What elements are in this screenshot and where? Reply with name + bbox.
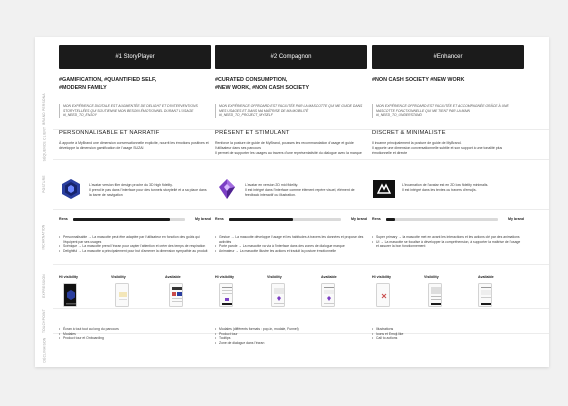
tags-text: #CURATED CONSUMPTION, #NEW WORK, #NON CASH SOCIETY (215, 77, 310, 91)
list-item: • Tooltips (215, 336, 367, 341)
brand-scale (59, 217, 211, 225)
column-header: #1 StoryPlayer (59, 45, 211, 69)
posture-description: Il incarne principalement la posture de guide de MyBrand. Il apporte une dimension conversationnelle subtile et son support à une tonalité plus émotionnelle et directe (372, 141, 503, 155)
screen-thumbnail (428, 283, 442, 307)
list-item: • Product tour et Onboarding (59, 336, 211, 341)
list-item: • Porte parole → La mascotte va via à l'interface dans des zones de dialogue marque (215, 244, 367, 249)
screen-thumbnail (63, 283, 77, 307)
row-label-expression: EXPRESSION (42, 274, 47, 298)
screen-thumbnail (478, 283, 492, 307)
vis-label-visibility: Visibility (424, 275, 439, 279)
list-item: • Modales (59, 332, 211, 337)
column-header: #2 Compagnon (215, 45, 367, 69)
visibility-labels (372, 275, 524, 281)
vis-label-available: Available (478, 275, 494, 279)
list-item: • Personnalisable → La mascotte peut être adaptée par l'utilisateur en fonction des goûts qui l'équipent par ses usages (59, 235, 211, 244)
scale-fill (73, 218, 170, 221)
touchpoint-list (215, 327, 367, 345)
scale-fill (386, 218, 395, 221)
vis-label-visibility: Visibility (111, 275, 126, 279)
avatar-description: L'avatar en version 2D mid fidelity. Il est intégré dans l'interface comme élément repère visuel, élément de feedback interactif ou illustration. (245, 183, 355, 197)
screen-thumbnail (271, 283, 285, 307)
list-item: • Product tour (215, 332, 367, 337)
quote-bar (59, 104, 60, 118)
scale-fill (229, 218, 293, 221)
vis-label-hi: Hi visibility (372, 275, 391, 279)
list-item: • Écran à tout tout au long du parcours (59, 327, 211, 332)
vis-label-available: Available (165, 275, 181, 279)
tags-text: #GAMIFICATION, #QUANTIFIED SELF, #MODERN FAMILY (59, 77, 157, 91)
quote-text: MON EXPÉRIENCE DIGITALE EST AUGMENTÉE DE DELIGHT ET D'INTERVENTIONS STORYTELLÉES QUI SOUTIENNE MON BESOIN ÉMOTIONNEL DURANT L'USAGE #I_NEED_TO_ENJOY (63, 104, 198, 118)
scale-track (73, 218, 185, 221)
list-item: • UI → La mascotte se focalise à développer la compréhension, à supporter la maîtrise de l'usage et assurer la bon fonctionnement (372, 240, 524, 249)
hex-shield-icon (59, 177, 83, 201)
scale-right-label: My brand (351, 217, 367, 221)
posture-title: DISCRET & MINIMALISTE (372, 130, 446, 136)
screen-thumbnail (219, 283, 233, 307)
scale-left-label: Rens (59, 217, 68, 221)
posture-description: À apporte à MyBrand une dimension conversationnelle explicite, nourrit les émotions positives et développe la dimension gamification de l'usage SUZAI (59, 141, 209, 150)
quote-text: MON EXPÉRIENCE OFFBOARD EST FACILITÉE ET ACCOMPAGNÉE GRÂCE À UNE MASCOTTE FONCTIONNELLE QUI ME TIENT PAR LA MAIN #I_NEED_TO_UNDERSTAND (376, 104, 509, 118)
persona-column-compagnon (215, 37, 367, 367)
quote-bar (215, 104, 216, 118)
list-item: • Scénique → La mascotte prend l'écran pour capter l'attention et créer des temps de respiration (59, 244, 211, 249)
row-label-brand-persona: BRAND PERSONA (42, 93, 46, 125)
persona-tags (215, 77, 367, 92)
list-item: • Delightful → La mascotte a principalement pour but d'amener la dimension sympathie au produit (59, 249, 211, 254)
list-item: • Animateur → La mascotte illustre les actions et traduit la posture émotionnelle (215, 249, 367, 254)
avatar-description: L'avatar version filer design proche du 3D high fidelity. Il prend le pas dans l'interface pour des tunnels storytellé et a sa place dans la barre de navigation (89, 183, 207, 197)
quote-text: MON EXPÉRIENCE OFFBOARD EST FACILITÉE PAR LA MASCOTTE QUI ME GUIDE DANS MES USAGES ET DANS MA MAÎTRISE DE MA MOBILITÉ #I_NEED_TO_PROJECT_MYSELF (219, 104, 363, 118)
visibility-labels (59, 275, 211, 281)
persona-quote (372, 104, 524, 118)
visibility-labels (215, 275, 367, 281)
screen-thumbnail (115, 283, 129, 307)
scale-right-label: My brand (508, 217, 524, 221)
list-item: • Call to actions (372, 336, 524, 341)
scale-left-label: Rens (215, 217, 224, 221)
purple-crystal-icon (215, 177, 239, 201)
screen-thumbnail (376, 283, 390, 307)
quote-bar (372, 104, 373, 118)
persona-tags (372, 77, 524, 85)
list-item: • Gestue → La mascotte développe l'usage et les habitudes à travers les données et propose des activités (215, 235, 367, 244)
black-logo-icon (372, 177, 396, 201)
scale-track (229, 218, 341, 221)
row-label-sequence-client: SÉQUENCE CLIENT (42, 126, 46, 162)
persona-quote (59, 104, 211, 118)
row-label-incarnation: INCARNATION (42, 223, 46, 250)
brand-scale (215, 217, 367, 225)
persona-board (35, 37, 549, 367)
expression-list (372, 235, 524, 249)
persona-column-enhancer (372, 37, 524, 367)
scale-left-label: Rens (372, 217, 381, 221)
touchpoint-list (59, 327, 211, 341)
persona-tags (59, 77, 211, 92)
scale-right-label: My brand (195, 217, 211, 221)
expression-list (215, 235, 367, 253)
avatar-description: L'incarnation de l'avatar est en 2D low fidelity minimalis. Il est intégré dans les textes ou travers d'emojis. (402, 183, 489, 192)
column-header: #Enhancer (372, 45, 524, 69)
brand-scale (372, 217, 524, 225)
list-item: • Super primary → la mascotte met en avant les interactions et les actions clé par des animations (372, 235, 524, 240)
touchpoint-list (372, 327, 524, 341)
vis-label-hi: Hi visibility (59, 275, 78, 279)
screen-thumbnail (169, 283, 183, 307)
posture-title: PERSONNALISABLE ET NARRATIF (59, 130, 160, 136)
scale-track (386, 218, 498, 221)
posture-description: Renforce la posture de guide de MyBrand, pousses les recommandation d'usage et guide l'utilisateur dans ses parcours Il permet de supporter les usages au travers d'une représentativité du dialogue avec la marque (215, 141, 362, 155)
persona-column-storyplayer (59, 37, 211, 367)
tags-text: #NON CASH SOCIETY #NEW WORK (372, 77, 465, 83)
list-item: • Illustrations (372, 327, 524, 332)
row-label-posture: POSTURE (41, 175, 46, 193)
list-item: • Modales (différents formats : pop-in, modale, Funnel) (215, 327, 367, 332)
row-label-touchpoint: TOUCHPOINT (42, 308, 47, 333)
vis-label-visibility: Visibility (267, 275, 282, 279)
persona-quote (215, 104, 367, 118)
posture-title: PRÉSENT ET STIMULANT (215, 130, 290, 136)
row-label-declinaison: DÉCLINAISON (42, 337, 47, 363)
list-item: • Zone de dialogue dans l'écran (215, 341, 367, 346)
expression-list (59, 235, 211, 253)
vis-label-available: Available (321, 275, 337, 279)
list-item: • Icons et Emoji.like (372, 332, 524, 337)
vis-label-hi: Hi visibility (215, 275, 234, 279)
screen-thumbnail (321, 283, 335, 307)
